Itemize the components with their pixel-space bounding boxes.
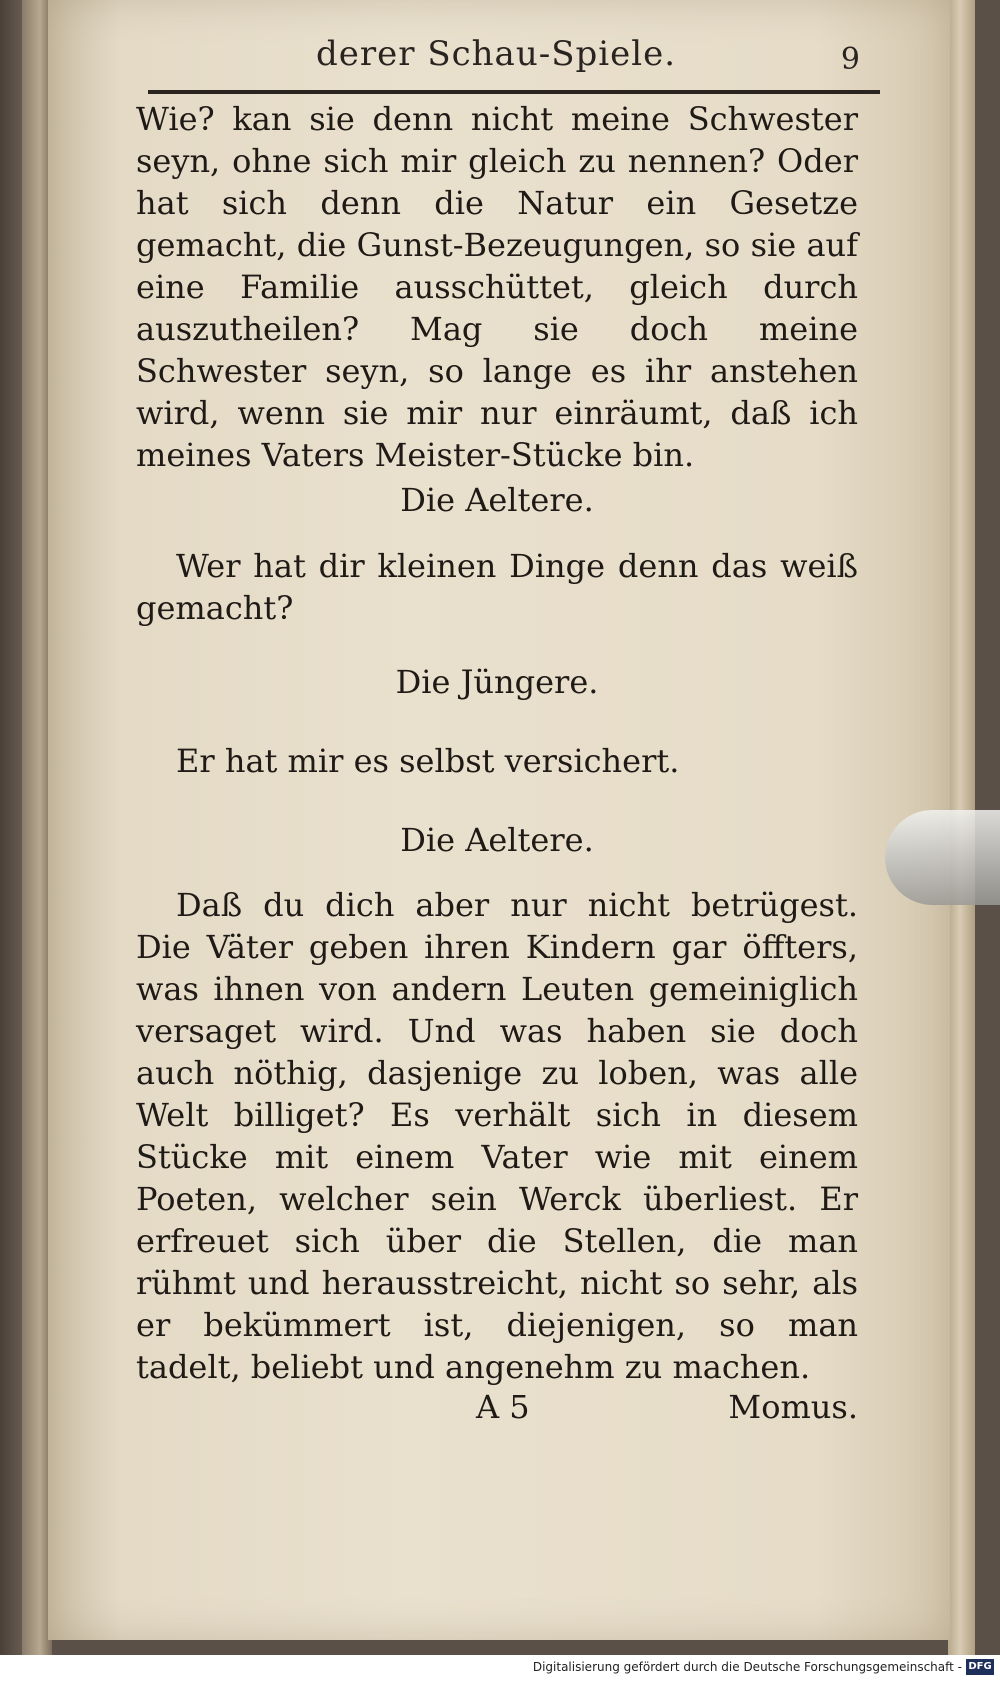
paragraph-3: Er hat mir es selbst versichert. [176, 742, 680, 780]
book-page [48, 0, 950, 1640]
speaker-heading-1: Die Aeltere. [400, 481, 594, 519]
page-number: 9 [840, 42, 860, 77]
speaker-heading-2: Die Jüngere. [395, 663, 599, 701]
credit-bar [0, 1655, 1000, 1681]
signature-mark: A 5 [476, 1388, 530, 1426]
page-header [148, 28, 860, 92]
paragraph-4: Daß du dich aber nur nicht betrügest. Die Väter geben ihren Kindern gar öffters, was ihnen von andern Leuten gemeiniglich versaget wird. Und was haben sie doch auch nöthig, dasjenige zu loben, was alle Welt billiget? Es verhält sich in diesem Stücke mit einem Vater wie mit einem Poeten, welcher sein Werck überliest. Er erfreuet sich über die Stellen, die man rühmt und herausstreicht, nicht so sehr, als er bekümmert ist, diejenigen, so man tadelt, beliebt und angenehm zu machen. [136, 886, 858, 1386]
speaker-heading-3: Die Aeltere. [400, 821, 594, 859]
running-head: derer Schau-Spiele. [316, 34, 677, 74]
credit-text: Digitalisierung gefördert durch die Deutsche Forschungsgemeinschaft - [532, 1660, 962, 1674]
catchword: Momus. [728, 1388, 858, 1426]
paragraph-2: Wer hat dir kleinen Dinge denn das weiß gemacht? [136, 547, 858, 627]
dfg-logo-icon: DFG [966, 1659, 994, 1675]
page-footer [136, 1388, 858, 1438]
paragraph-1: Wie? kan sie denn nicht meine Schwester seyn, ohne sich mir gleich zu nennen? Oder hat sich denn die Natur ein Gesetze gemacht, die Gunst-Bezeugungen, so sie auf eine Familie ausschüttet, gleich durch auszutheilen? Mag sie doch meine Schwester seyn, so lange es ihr anstehen wird, wenn sie mir nur einräumt, daß ich meines Vaters Meister-Stücke bin. [136, 100, 858, 474]
page-clip [885, 810, 1000, 905]
header-rule [148, 90, 880, 94]
